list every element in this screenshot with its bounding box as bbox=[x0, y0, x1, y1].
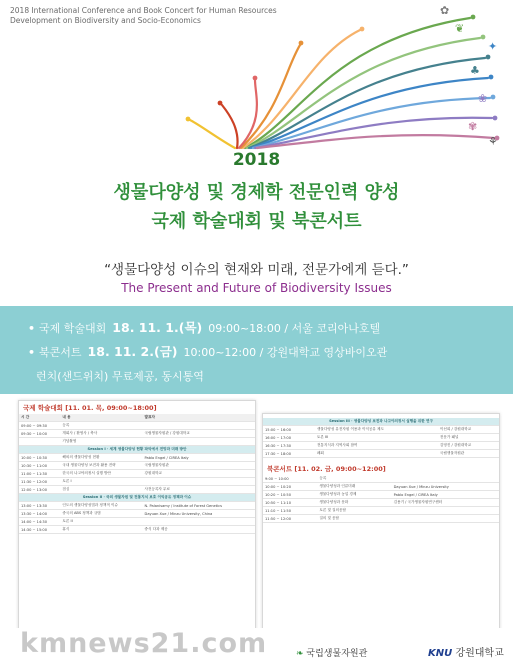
leaf-icon: ❧ bbox=[296, 649, 304, 659]
knu-logo-text: 강원대학교 bbox=[455, 648, 504, 659]
conference-label: 국제 학술대회 bbox=[39, 322, 107, 335]
table-cell bbox=[143, 438, 255, 446]
table-row bbox=[19, 478, 255, 486]
table-row bbox=[19, 422, 255, 430]
quote-english: The Present and Future of Biodiversity Issues bbox=[121, 281, 392, 295]
conference-program-table bbox=[19, 414, 255, 534]
table-row bbox=[263, 442, 499, 450]
table-cell: 전통지식과 지역사회 참여 bbox=[315, 442, 438, 450]
table-row bbox=[19, 462, 255, 470]
svg-text:❦: ❦ bbox=[455, 22, 465, 35]
svg-text:⚘: ⚘ bbox=[488, 135, 498, 148]
table-cell: 국립생물자원관 bbox=[438, 450, 499, 458]
concert-date: 18. 11. 2.(금) bbox=[87, 344, 178, 359]
table-cell: 14:00 ~ 14:30 bbox=[19, 518, 60, 526]
table-row bbox=[263, 450, 499, 458]
svg-text:♣: ♣ bbox=[470, 64, 480, 77]
table-cell: 11:00 ~ 11:30 bbox=[19, 470, 60, 478]
table-cell: 09:00 ~ 09:30 bbox=[19, 422, 60, 430]
event-info-band bbox=[0, 306, 513, 394]
concert-program-title: 북콘서트 [11. 02. 금, 09:00~12:00] bbox=[267, 465, 386, 473]
english-header-line1: 2018 International Conference and Book Concert for Human Resources bbox=[10, 6, 277, 15]
table-cell: 14:30 ~ 15:00 bbox=[19, 526, 60, 534]
table-cell: 휴식 bbox=[60, 526, 142, 534]
poster-title-line1: 생물다양성 및 경제학 전문인력 양성 bbox=[113, 182, 400, 203]
table-cell: Dayuan Xue / Minzu University bbox=[392, 483, 499, 491]
quote-korean: “생물다양성 이슈의 현재와 미래, 전문가에게 듣다.” bbox=[104, 262, 409, 278]
nibr-logo bbox=[296, 646, 367, 659]
table-cell: 13:30 ~ 14:00 bbox=[19, 510, 60, 518]
table-row bbox=[19, 430, 255, 438]
table-row bbox=[263, 499, 499, 507]
table-cell: 점심 bbox=[60, 486, 142, 494]
table-cell: 김영진 / 강원대학교 bbox=[438, 442, 499, 450]
table-cell: 10:50 ~ 11:10 bbox=[263, 499, 317, 507]
table-cell: 09:30 ~ 10:00 bbox=[19, 430, 60, 438]
table-cell: 기념촬영 bbox=[60, 438, 142, 446]
svg-text:✿: ✿ bbox=[440, 4, 450, 17]
concert-program-table bbox=[263, 475, 499, 523]
table-header-cell: 시 간 bbox=[19, 414, 60, 422]
table-row bbox=[19, 438, 255, 446]
table-cell: 국립생물자원관 / 강원대학교 bbox=[143, 430, 255, 438]
table-cell: 10:20 ~ 10:50 bbox=[263, 491, 317, 499]
bullet-icon: • bbox=[28, 346, 36, 359]
table-cell: 11:30 ~ 12:00 bbox=[19, 478, 60, 486]
table-cell: 전문가 패널 bbox=[438, 434, 499, 442]
table-row bbox=[19, 518, 255, 526]
table-cell: 11:50 ~ 12:00 bbox=[263, 515, 317, 523]
table-header-cell: 내 용 bbox=[60, 414, 142, 422]
table-cell bbox=[19, 438, 60, 446]
table-row bbox=[263, 434, 499, 442]
table-cell: 10:30 ~ 11:00 bbox=[19, 462, 60, 470]
conference-row bbox=[28, 318, 380, 336]
table-cell: 중국의 ABS 정책과 규범 bbox=[60, 510, 142, 518]
table-cell: 10:00 ~ 10:20 bbox=[263, 483, 317, 491]
session-title: Session II · 국외 생물자원 및 전통지식 보호 이익공유 정책과 이슈 bbox=[19, 494, 255, 502]
table-cell: 토론 및 질의응답 bbox=[317, 507, 391, 515]
table-cell: Dayuan Xue / Minzu University, China bbox=[143, 510, 255, 518]
bullet-icon: • bbox=[28, 322, 36, 335]
table-row bbox=[19, 454, 255, 462]
session-title: Session III · 생물다양성 보전과 나고야의정서 실행을 위한 연구 bbox=[263, 418, 499, 426]
table-cell: Pablo Engel / CIREA Italy bbox=[143, 454, 255, 462]
table-cell: 생물다양성과 농업 경제 bbox=[317, 491, 391, 499]
table-cell: 17:30 ~ 18:00 bbox=[263, 450, 315, 458]
table-cell: 한국의 나고야의정서 실행 방안 bbox=[60, 470, 142, 478]
conference-time-place: 09:00~18:00 / 서울 코리아나호텔 bbox=[208, 322, 381, 335]
table-row bbox=[19, 470, 255, 478]
program-page-left bbox=[18, 400, 256, 648]
table-cell: 9:00 ~ 10:00 bbox=[263, 475, 317, 483]
table-row bbox=[263, 507, 499, 515]
poster-year: 2018 bbox=[232, 150, 281, 170]
table-cell: 15:00 ~ 16:00 bbox=[263, 426, 315, 434]
table-row bbox=[19, 510, 255, 518]
conference-date: 18. 11. 1.(목) bbox=[112, 320, 203, 335]
table-row bbox=[263, 483, 499, 491]
conference-program-title: 국제 학술대회 [11. 01. 목, 09:00~18:00] bbox=[23, 404, 157, 412]
table-row bbox=[263, 515, 499, 523]
svg-text:✦: ✦ bbox=[488, 40, 498, 53]
table-cell: 등록 bbox=[317, 475, 391, 483]
table-cell: 토론 III bbox=[315, 434, 438, 442]
concert-row bbox=[28, 342, 387, 360]
table-cell: 인도의 생물다양성법과 정책적 이슈 bbox=[60, 502, 142, 510]
table-cell: 강원대학교 bbox=[143, 470, 255, 478]
table-row bbox=[263, 426, 499, 434]
table-cell: 질의 및 응답 bbox=[317, 515, 391, 523]
table-header-cell: 발표자 bbox=[143, 414, 255, 422]
site-watermark: kmnews21.com bbox=[20, 628, 268, 659]
extra-info: 런치(샌드위치) 무료제공, 동시통역 bbox=[36, 370, 204, 383]
table-cell bbox=[392, 507, 499, 515]
table-cell bbox=[143, 478, 255, 486]
table-cell: 16:00 ~ 17:00 bbox=[263, 434, 315, 442]
session-row bbox=[19, 446, 255, 454]
table-row bbox=[263, 475, 499, 483]
table-cell: 토론 I bbox=[60, 478, 142, 486]
table-cell bbox=[143, 518, 255, 526]
table-cell: 10:00 ~ 10:30 bbox=[19, 454, 60, 462]
table-cell: 폐회 bbox=[315, 450, 438, 458]
session-row bbox=[263, 418, 499, 426]
nibr-logo-text: 국립생물자원관 bbox=[306, 649, 368, 659]
table-cell: 이선희 / 강원대학교 bbox=[438, 426, 499, 434]
table-cell: 사전등록자 무료 bbox=[143, 486, 255, 494]
table-cell: 생물다양성 유전자원 이용과 이익공유 제도 bbox=[315, 426, 438, 434]
table-header-row bbox=[19, 414, 255, 422]
table-cell: 11:10 ~ 11:50 bbox=[263, 507, 317, 515]
svg-text:✾: ✾ bbox=[468, 120, 478, 133]
table-cell bbox=[392, 475, 499, 483]
table-cell bbox=[143, 422, 255, 430]
table-cell: 생물다양성과 문화 bbox=[317, 499, 391, 507]
concert-time-place: 10:00~12:00 / 강원대학교 영상바이오관 bbox=[183, 346, 388, 359]
table-cell: 13:00 ~ 13:30 bbox=[19, 502, 60, 510]
table-cell: 중식 다과 제공 bbox=[143, 526, 255, 534]
poster-title-line2: 국제 학술대회 및 북콘서트 bbox=[151, 211, 362, 232]
table-cell: 12:00 ~ 13:00 bbox=[19, 486, 60, 494]
table-cell: 국내 생물다양성 보전과 활용 전략 bbox=[60, 462, 142, 470]
table-row bbox=[19, 486, 255, 494]
svg-text:❀: ❀ bbox=[478, 92, 488, 105]
table-cell: 해외의 생물다양성 현황 bbox=[60, 454, 142, 462]
session-title: Session I · 세계 생물다양성 현황 파악에서 전망과 미래 방안 bbox=[19, 446, 255, 454]
table-cell: 김용기 / 국가생물자원연구센터 bbox=[392, 499, 499, 507]
table-cell: 생물다양성과 인류미래 bbox=[317, 483, 391, 491]
table-cell: Pablo Engel / CIREA Italy bbox=[392, 491, 499, 499]
knu-logo-mark: KNU bbox=[428, 648, 453, 659]
session-row bbox=[19, 494, 255, 502]
table-cell: N. Palanisamy / Institute of Forest Genetics bbox=[143, 502, 255, 510]
table-cell: 16:30 ~ 17:30 bbox=[263, 442, 315, 450]
biodiversity-rays-illustration bbox=[0, 0, 513, 150]
table-cell: 등록 bbox=[60, 422, 142, 430]
concert-label: 북콘서트 bbox=[39, 346, 82, 359]
program-page-right bbox=[262, 413, 500, 635]
table-cell: 국립생물자원관 bbox=[143, 462, 255, 470]
table-cell bbox=[392, 515, 499, 523]
english-header-line2: Development on Biodiversity and Socio-Economics bbox=[10, 16, 201, 25]
table-cell: 개회사 / 환영사 / 축사 bbox=[60, 430, 142, 438]
knu-logo bbox=[428, 644, 504, 659]
table-row bbox=[19, 502, 255, 510]
conference-program-table-cont bbox=[263, 418, 499, 458]
table-row bbox=[263, 491, 499, 499]
table-cell: 토론 II bbox=[60, 518, 142, 526]
table-row bbox=[19, 526, 255, 534]
